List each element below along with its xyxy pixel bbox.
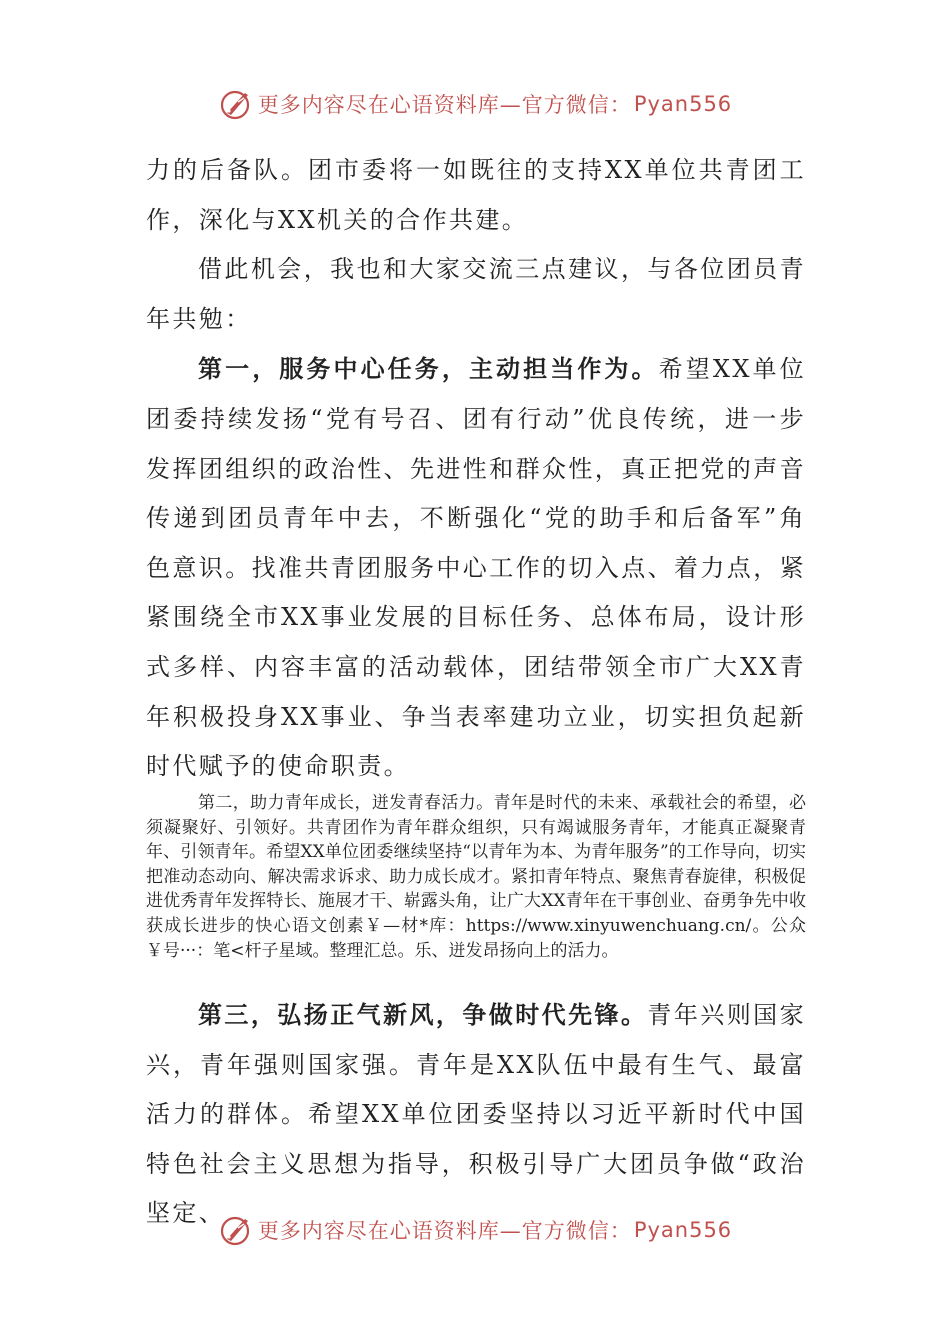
body-block-small (146, 791, 806, 963)
first-point-text: 希望XX单位团委持续发扬“党有号召、团有行动”优良传统，进一步发挥团组织的政治性、先进性和群众性，真正把党的声音传递到团员青年中去，不断强化“党的助手和后备军”角色意识。找准共青团服务中心工作的切入点、着力点，紧紧围绕全市XX事业发展的目标任务、总体布局，设计形式多样、内容丰富的活动载体，团结带领全市广大XX青年积极投身XX事业、争当表率建功立业，切实担负起新时代赋予的使命职责。 (146, 355, 806, 781)
banner-text: 更多内容尽在心语资料库—官方微信： (257, 93, 632, 117)
paragraph-intro: 借此机会，我也和大家交流三点建议，与各位团员青年共勉： (146, 255, 806, 333)
paragraph-continuation: 力的后备队。团市委将一如既往的支持XX单位共青团工作，深化与XX机关的合作共建。 (146, 156, 806, 234)
banner-text: 更多内容尽在心语资料库—官方微信： (257, 1219, 632, 1243)
body-block-top (146, 146, 806, 792)
third-point-text: 青年兴则国家兴，青年强则国家强。青年是XX队伍中最有生气、最富活力的群体。希望XX单位团委坚持以习近平新时代中国特色社会主义思想为指导，积极引导广大团员争做“政治坚定、 (146, 1001, 806, 1228)
header-watermark-banner (0, 84, 950, 124)
quill-pen-logo-icon (218, 86, 254, 122)
body-block-bottom (146, 990, 806, 1239)
paragraph-first-point (146, 344, 806, 791)
banner-wechat-id: Pyan556 (633, 1218, 733, 1242)
footer-watermark-banner (0, 1210, 950, 1250)
paragraph-second-point: 第二，助力青年成长，迸发青春活力。青年是时代的未来、承载社会的希望，必须凝聚好、引领好。共青团作为青年群众组织，只有竭诚服务青年，才能真正凝聚青年、引领青年。希望XX单位团委继续坚持“以青年为本、为青年服务”的工作导向，切实把准动态动向、解决需求诉求、助力成长成才。紧扣青年特点、聚焦青春旋律，积极促进优秀青年发挥特长、施展才干、崭露头角，让广大XX青年在干事创业、奋勇争先中收获成长进步的快心语文创素￥—材*库：https://www.xinyuwenchuang.cn/。公众￥号···：笔<杆子星域。整理汇总。乐、迸发昂扬向上的活力。 (146, 793, 806, 961)
third-point-heading: 第三，弘扬正气新风，争做时代先锋。 (198, 1000, 648, 1029)
first-point-heading: 第一，服务中心任务，主动担当作为。 (198, 354, 659, 384)
paragraph-third-point (146, 990, 806, 1239)
quill-pen-logo-icon (218, 1212, 254, 1248)
banner-wechat-id: Pyan556 (633, 92, 733, 116)
